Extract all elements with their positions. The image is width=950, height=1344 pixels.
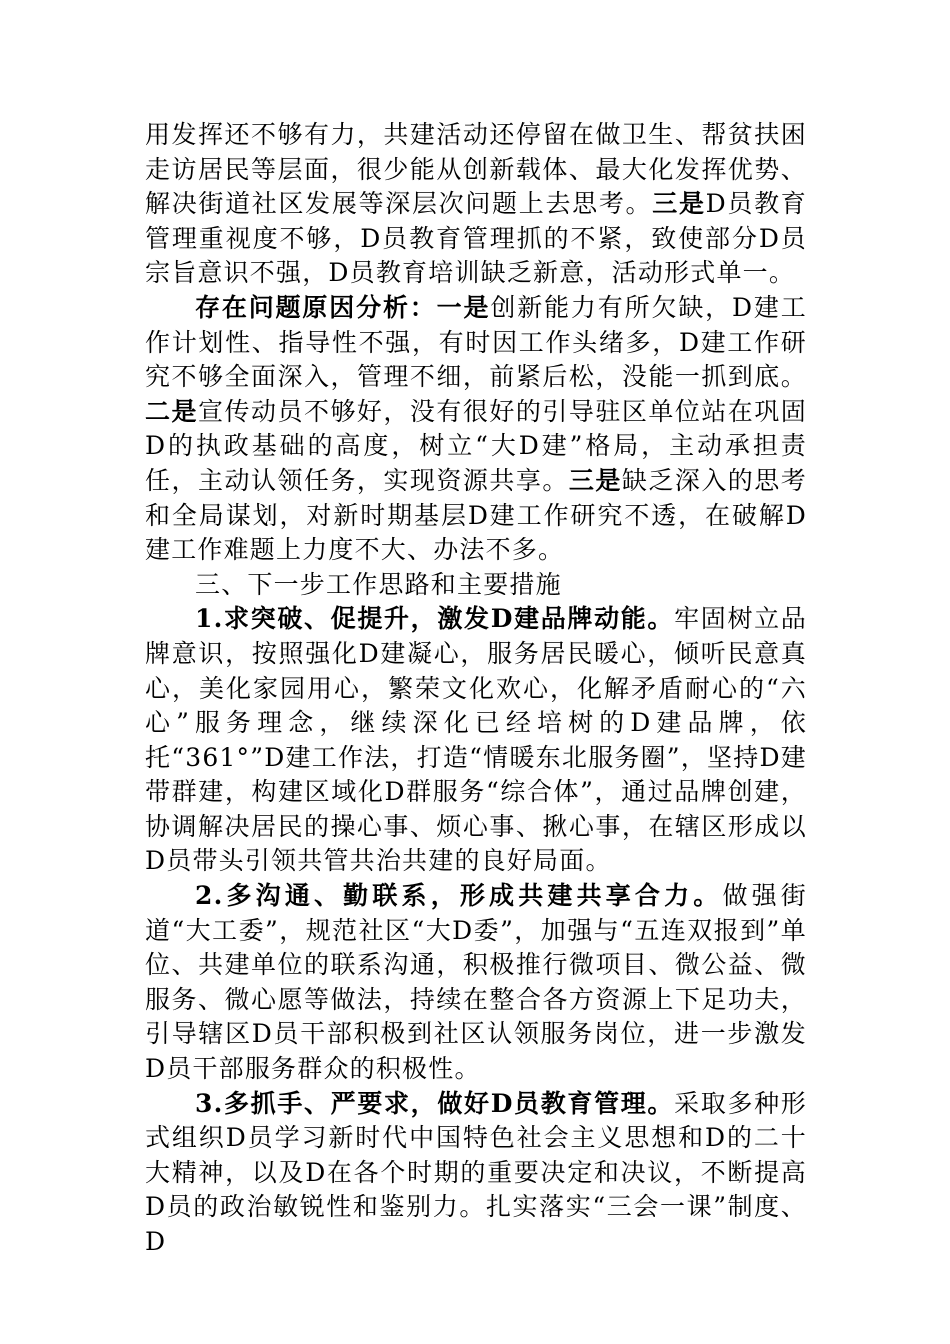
text-segment: 做强街道“大工委”，规范社区“大D委”，加强与“五连双报到”单位、共建单位的联系沟通，积极推行微项目、微公益、微服务、微心愿等做法，持续在整合各方资源上下足功夫，引导辖区D员干部积极到社区认领服务岗位，进一步激发D员干部服务群众的积极性。 — [145, 881, 807, 1084]
text-segment: 采取多种形式组织D员学习新时代中国特色社会主义思想和D的二十大精神，以及D在各个时期的重要决定和决议，不断提高D员的政治敏锐性和鉴别力。扎实落实“三会一课”制度、D — [145, 1088, 807, 1256]
paragraph-cause-analysis — [145, 291, 807, 568]
bold-lead-measure-3: 3.多抓手、严要求，做好D员教育管理。 — [195, 1088, 675, 1118]
bold-lead-three: 三是 — [568, 465, 622, 495]
text-segment: 用发挥还不够有力，共建活动还停留在做卫生、帮贫扶困走访居民等层面，很少能从创新载体、最大化发挥优势、解决街道社区发展等深层次问题上去思考。 — [145, 120, 807, 219]
bold-lead-one: 一是 — [436, 292, 491, 322]
document-body — [145, 118, 807, 1260]
paragraph-measure-3 — [145, 1087, 807, 1260]
bold-lead-measure-2: 2.多沟通、勤联系，形成共建共享合力。 — [195, 881, 723, 911]
text-segment: 宣传动员不够好，没有很好的引导驻区单位站在巩固D的执政基础的高度，树立“大D建”格局，主动承担责任，主动认领任务，实现资源共享。 — [145, 396, 807, 495]
bold-lead-cause-analysis: 存在问题原因分析： — [195, 292, 437, 322]
section-heading-next-steps — [145, 568, 807, 603]
text-segment: 创新能力有所欠缺，D建工作计划性、指导性不强，有时因工作头绪多，D建工作研究不够全面深入，管理不细，前紧后松，没能一抓到底。 — [145, 292, 807, 392]
heading-text: 三、下一步工作思路和主要措施 — [195, 569, 562, 599]
bold-lead-three: 三是 — [652, 189, 706, 219]
paragraph-measure-2 — [145, 879, 807, 1087]
paragraph-measure-1 — [145, 602, 807, 879]
text-segment: D员教育管理重视度不够，D员教育管理抓的不紧，致使部分D员宗旨意识不强，D员教育培训缺乏新意，活动形式单一。 — [145, 189, 807, 288]
text-segment: 牢固树立品牌意识，按照强化D建凝心，服务居民暖心，倾听民意真心，美化家园用心，繁荣文化欢心，化解矛盾耐心的“六心”服务理念，继续深化已经培树的D建品牌，依托“361°”D建工作法，打造“情暖东北服务圈”，坚持D建带群建，构建区域化D群服务“综合体”，通过品牌创建，协调解决居民的操心事、烦心事、揪心事，在辖区形成以D员带头引领共管共治共建的良好局面。 — [145, 604, 807, 876]
text-segment: 缺乏深入的思考和全局谋划，对新时期基层D建工作研究不透，在破解D建工作难题上力度不大、办法不多。 — [145, 465, 807, 565]
bold-lead-two: 二是 — [145, 396, 198, 426]
paragraph-problems-continued — [145, 118, 807, 291]
bold-lead-measure-1: 1.求突破、促提升，激发D建品牌动能。 — [195, 604, 675, 634]
